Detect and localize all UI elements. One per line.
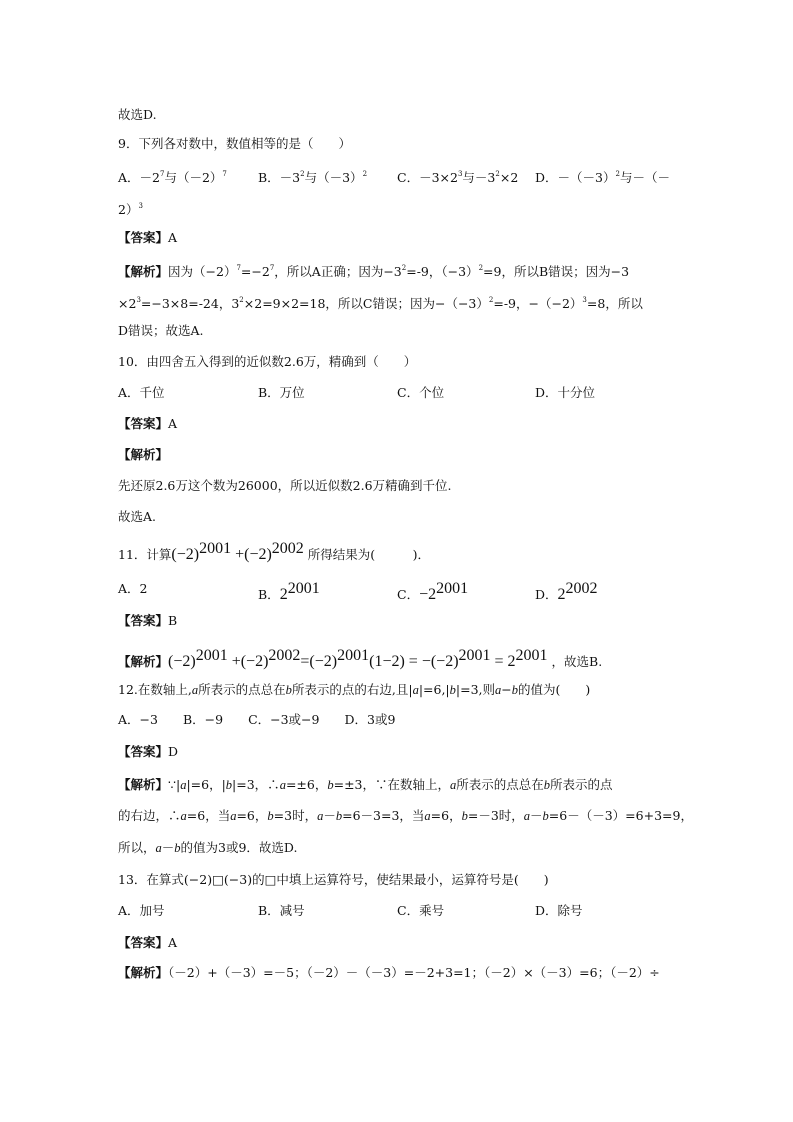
text-run: 所得结果为( )． [303,547,431,562]
text-run: D． [535,587,558,602]
text-run: (−2) [168,653,196,670]
superscript: 2001 [436,580,469,597]
text-run: B [168,613,178,628]
text-run: ×2=9×2=18，所以C错误；因为−（−3） [243,296,489,311]
text-run: (1−2) = −(−2) [369,653,459,670]
text-run: （－2）+（－3）=－5；（－2）－（－3）=－2+3=1；（－2）×（－3）=6；（－2）÷ [168,965,660,980]
text-line [118,508,156,526]
text-run: － [530,808,543,823]
text-run: b [267,809,274,823]
section-label: 【答案】 [118,416,169,431]
text-run: =9，所以B错误；因为−3 [483,264,630,279]
superscript: 2 [362,170,368,178]
text-run: 与－3 [462,170,496,185]
text-run: 10．由四舍五入得到的近似数2.6万，精确到（ ） [118,354,417,369]
text-run: C．个位 [397,385,445,400]
answer-option [535,165,670,187]
text-run: =(−2) [300,653,338,670]
text-run: A．2 [118,581,148,596]
superscript: 3 [457,170,463,178]
text-run: A [168,935,178,950]
text-line [118,446,168,464]
text-run: (−2) [171,546,200,563]
text-line [118,322,204,340]
text-run: a [180,809,187,823]
text-run: =±6， [285,777,328,792]
text-run: B．万位 [258,385,305,400]
superscript: 2001 [337,647,370,664]
text-line [118,681,590,699]
text-run: =-9，−（−2） [493,296,583,311]
text-line [118,871,549,889]
text-run: 的值为3或9．故选D. [180,840,298,855]
text-run: =−3×8=-24，3 [140,296,240,311]
text-run: b [335,809,343,823]
text-run: =3时， [273,808,318,823]
answer-option [397,165,518,187]
superscript: 2 [495,170,500,178]
section-label: 【答案】 [118,230,169,245]
superscript: 3 [138,202,143,210]
superscript: 2001 [199,540,232,557]
superscript: 2001 [195,647,228,664]
text-run: 2） [118,202,139,217]
text-run: 的值为( ) [518,682,591,697]
text-run: 先还原2.6万这个数为26000，所以近似数2.6万精确到千位. [118,478,452,493]
text-run: 故选D. [118,107,157,122]
text-run: 11．计算 [118,547,172,562]
answer-option [258,580,320,604]
superscript: 2 [300,170,305,178]
section-label: 【解析】 [118,965,169,980]
text-run: +(−2) [227,653,269,670]
text-run: a [450,778,457,792]
text-run: a [155,841,162,855]
text-run: =−2 [240,264,270,279]
text-run: D．除号 [535,903,583,918]
section-label: 【解析】 [118,777,169,792]
text-run: a [412,683,419,697]
text-run: A [168,230,178,245]
text-run: ×2 [118,296,137,311]
text-run: C． [397,587,420,602]
text-run: |=6,| [418,682,450,697]
text-line [118,106,157,124]
superscript: 2 [401,264,407,272]
superscript: 2001 [515,647,548,664]
text-run: 所以， [118,840,156,855]
text-run: 与（－2） [164,170,223,185]
text-run: a [317,809,324,823]
section-label: 【解析】 [118,264,169,279]
text-run: A．加号 [118,903,165,918]
text-run: b [174,841,181,855]
text-run: D [168,744,179,759]
superscript: 2 [239,296,244,304]
text-run: 所表示的点 [550,777,613,792]
text-run: D．十分位 [535,385,596,400]
text-line [118,964,660,982]
text-run: b [461,809,468,823]
text-run: 13．在算式(−2)□(−3)的□中填上运算符号，使结果最小，运算符号是( ) [118,872,549,887]
answer-option [258,165,367,187]
text-run: a [424,809,431,823]
text-line [118,839,298,857]
text-line [118,477,452,495]
text-line [118,776,613,794]
superscript: 7 [236,264,241,272]
text-run: a [495,683,502,697]
superscript: 2001 [287,580,320,597]
text-run: =6， [236,808,268,823]
text-run: B．减号 [258,903,305,918]
answer-option [118,384,165,402]
text-run: B． [258,587,280,602]
answer-option [118,165,227,187]
text-run: ∵| [168,777,181,792]
superscript: 2 [488,296,494,304]
text-run: 9．下列各对数中，数值相等的是（ ） [118,136,351,151]
text-run: － [323,808,336,823]
text-line [118,353,416,371]
text-line [118,291,643,313]
superscript: 2001 [458,647,491,664]
answer-option [535,580,598,604]
text-run: A．−3 B．−9 C．−3或−9 D．3或9 [118,712,396,727]
answer-option [397,902,444,920]
text-run: =－3时， [467,808,524,823]
section-label: 【解析】 [118,654,169,669]
text-run: a [523,809,531,823]
answer-option [397,580,468,604]
text-run: 的右边，∴ [118,808,181,823]
text-run: 2 [279,586,288,603]
text-run: =±3，∵在数轴上， [333,777,450,792]
text-run: 与（－3） [304,170,363,185]
text-run: － [161,840,175,855]
superscript: 7 [269,264,275,272]
text-run: 2 [557,586,566,603]
text-run: A [168,416,178,431]
text-line [118,415,177,433]
text-line [118,229,177,247]
text-run: b [225,778,233,792]
text-run: b [511,683,518,697]
superscript: 7 [222,170,227,178]
answer-option [258,902,305,920]
text-run: C．乘号 [397,903,445,918]
text-run: −2 [419,586,437,603]
text-run: =6－3=3，当 [342,808,425,823]
text-run: a [191,683,199,697]
text-run: =6，当 [186,808,231,823]
text-run: =6， [430,808,462,823]
text-line [118,807,693,825]
text-run: = 2 [490,653,516,670]
superscript: 7 [159,170,165,178]
text-line [118,711,395,729]
text-run: =-9，（−3） [406,264,479,279]
text-run: D．－（－3） [535,170,616,185]
text-run: 所表示的点总在 [456,777,544,792]
text-run: 与－（－ [619,170,670,185]
superscript: 2002 [565,580,598,597]
superscript: 2002 [268,647,301,664]
text-run: =8，所以 [586,296,643,311]
text-run: B．－3 [258,170,301,185]
answer-option [535,384,595,402]
text-run: 因为（−2） [168,264,237,279]
text-run: a [279,778,286,792]
text-run: C．－3×2 [397,170,458,185]
section-label: 【答案】 [118,744,169,759]
text-run: a [230,809,237,823]
text-run: b [542,809,549,823]
section-label: 【答案】 [118,935,169,950]
text-line [118,259,629,281]
superscript: 2 [615,170,620,178]
answer-option [397,384,444,402]
text-run: 所表示的点总在 [198,682,286,697]
text-run: D错误；故选A. [118,323,204,338]
superscript: 3 [136,296,141,304]
answer-option [535,902,583,920]
text-run: a [180,778,187,792]
text-line [118,135,351,153]
answer-option [118,580,147,598]
text-run: 故选A. [118,509,157,524]
text-run: 所表示的点的右边,且| [291,682,413,697]
text-line [118,743,178,761]
text-run: A．千位 [118,385,165,400]
text-run: |=3，∴ [232,777,280,792]
text-run: b [285,683,292,697]
text-run: b [449,683,456,697]
section-label: 【答案】 [118,613,169,628]
text-run: |=6，| [186,777,226,792]
text-run: 12.在数轴上, [118,682,192,697]
text-run: |=3,则 [455,682,496,697]
text-run: b [543,778,551,792]
superscript: 3 [582,296,587,304]
text-line [118,612,177,630]
text-line [118,197,143,219]
text-run: − [501,682,512,697]
text-run: b [327,778,334,792]
text-run: ，所以A正确；因为−3 [274,264,402,279]
text-run: +(−2) [231,546,272,563]
text-run: ×2 [499,170,519,185]
superscript: 2002 [271,540,304,557]
text-line [118,540,430,564]
superscript: 2 [478,264,484,272]
text-line [118,647,602,671]
answer-option [118,902,165,920]
text-run: A．－2 [118,170,160,185]
section-label: 【解析】 [118,447,169,462]
text-line [118,934,177,952]
answer-option [258,384,305,402]
text-run: ，故选B. [547,654,603,669]
text-run: =6－（－3）=6+3=9， [548,808,693,823]
